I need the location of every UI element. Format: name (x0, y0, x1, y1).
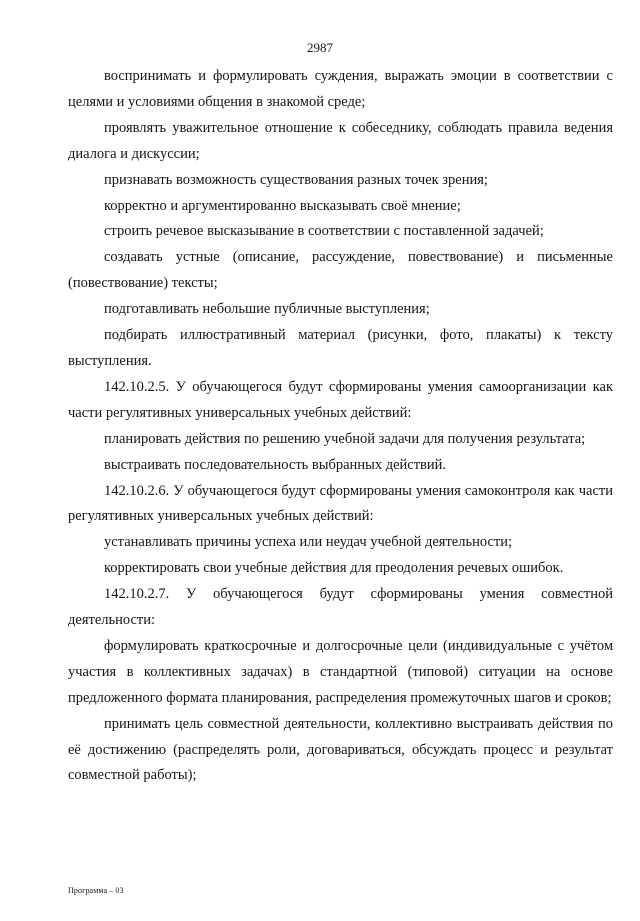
paragraph: проявлять уважительное отношение к собеседнику, соблюдать правила ведения диалога и дискуссии; (68, 119, 613, 162)
paragraph: устанавливать причины успеха или неудач учебной деятельности; (104, 534, 513, 551)
paragraph: подготавливать небольшие публичные выступления; (104, 301, 430, 318)
paragraph: выстраивать последовательность выбранных действий. (104, 456, 447, 473)
paragraph: принимать цель совместной деятельности, коллективно выстраивать действия по её достижению (распределять роли, договариваться, обсуждать процесс и результат совместной работы); (68, 715, 613, 784)
page-footer: Программа – 03 (68, 886, 124, 895)
paragraph: воспринимать и формулировать суждения, выражать эмоции в соответствии с целями и условиями общения в знакомой среде; (68, 68, 613, 110)
paragraph: строить речевое высказывание в соответствии с поставленной задачей; (104, 223, 544, 240)
paragraph: корректно и аргументированно высказывать своё мнение; (104, 197, 461, 214)
paragraph: корректировать свои учебные действия для преодоления речевых ошибок. (104, 560, 564, 577)
document-body (68, 64, 613, 789)
paragraph: формулировать краткосрочные и долгосрочные цели (индивидуальные с учётом участия в коллективных задачах) в стандартной (типовой) ситуации на основе предложенного формата планирования, распределения промежуточных шагов и сроков; (68, 637, 613, 706)
paragraph: признавать возможность существования разных точек зрения; (104, 171, 488, 188)
page-number: 2987 (307, 40, 333, 55)
section-heading-paragraph: 142.10.2.7. У обучающегося будут сформированы умения совместной деятельности: (68, 586, 613, 629)
section-heading-paragraph: 142.10.2.5. У обучающегося будут сформированы умения самоорганизации как части регулятивных универсальных учебных действий: (68, 378, 613, 421)
paragraph: подбирать иллюстративный материал (рисунки, фото, плакаты) к тексту выступления. (68, 327, 613, 369)
paragraph: создавать устные (описание, рассуждение, повествование) и письменные (повествование) тексты; (68, 249, 613, 292)
section-heading-paragraph: 142.10.2.6. У обучающегося будут сформированы умения самоконтроля как части регулятивных универсальных учебных действий: (68, 482, 613, 525)
paragraph: планировать действия по решению учебной задачи для получения результата; (104, 430, 586, 447)
